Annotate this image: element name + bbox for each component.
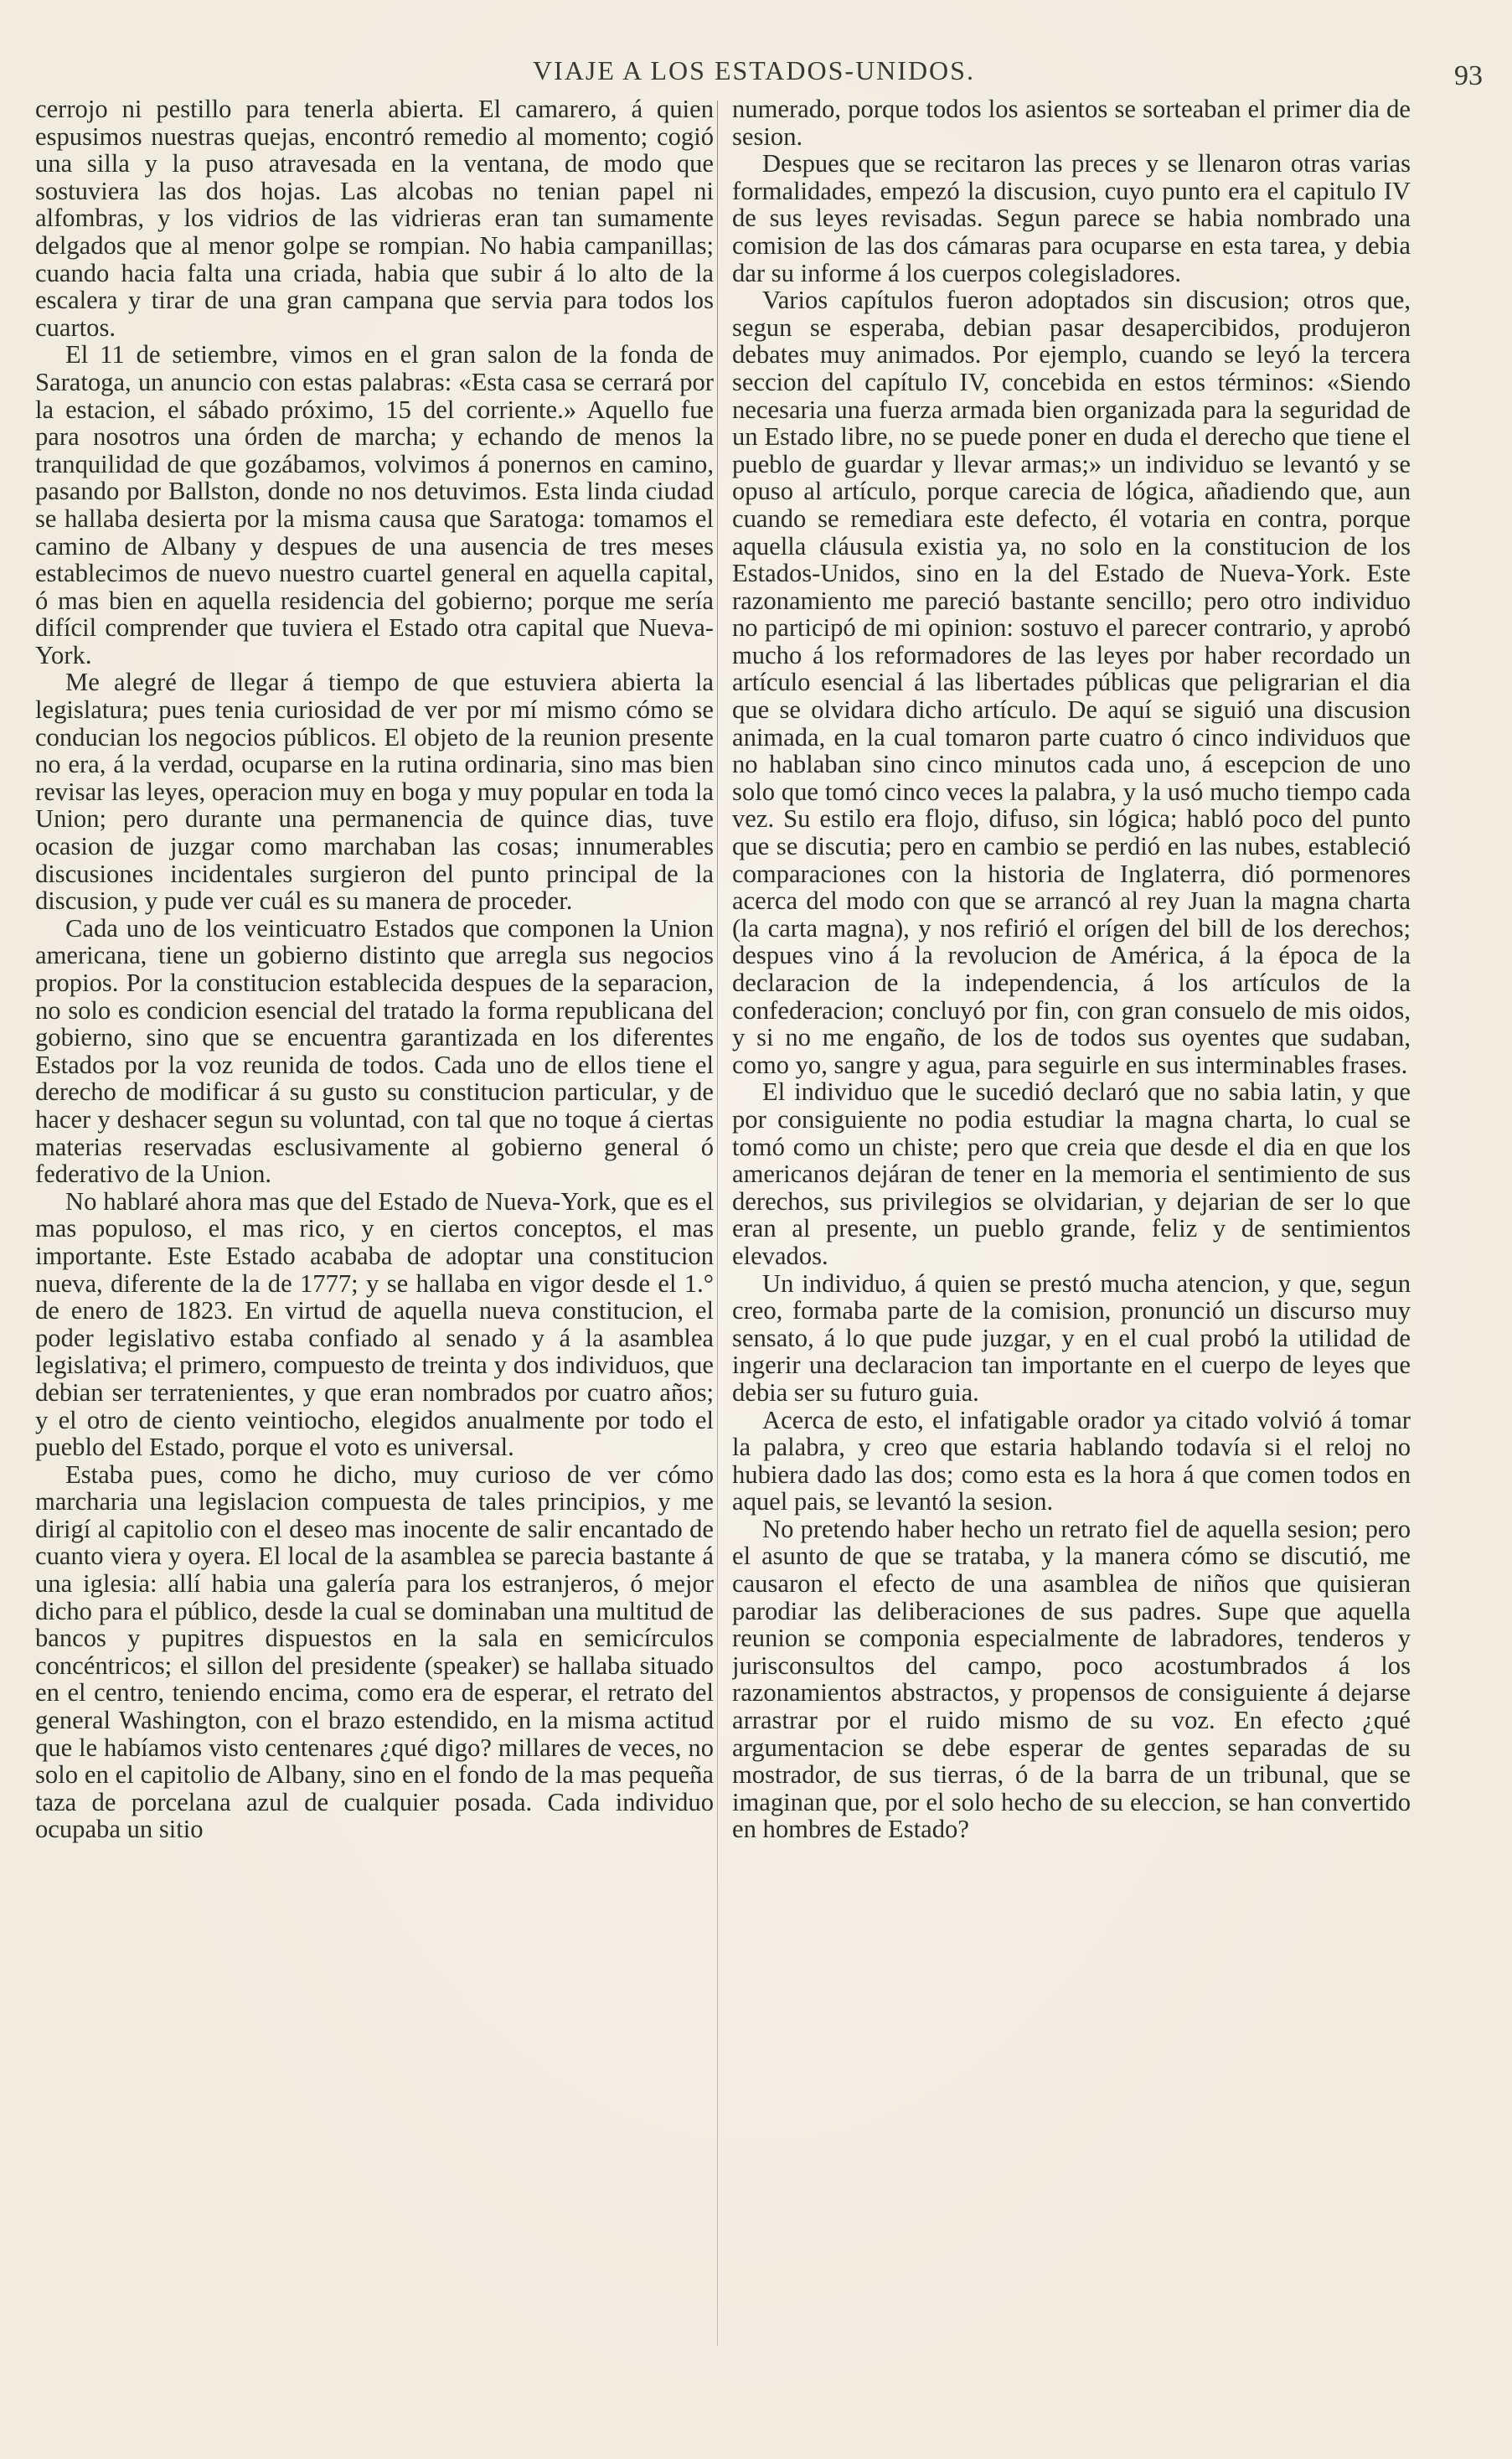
column-divider bbox=[717, 101, 718, 2346]
page-number: 93 bbox=[1454, 60, 1483, 91]
paragraph: Despues que se recitaron las preces y se llenaron otras varias formalidades, empezó la discusion, cuyo punto era el capitulo IV de sus leyes revisadas. Segun parece se habia nombrado una comision de las dos cámaras para ocuparse en esta tarea, y debia dar su informe á los cuerpos colegisladores. bbox=[732, 149, 1411, 287]
paragraph: Un individuo, á quien se prestó mucha atencion, y que, segun creo, formaba parte de la comision, pronunció un discurso muy sensato, á lo que pude juzgar, y en el cual probó la utilidad de ingerir una declaracion tan importante en el cuerpo de leyes que debia ser su futuro guia. bbox=[732, 1268, 1411, 1407]
paragraph: numerado, porque todos los asientos se sorteaban el primer dia de sesion. bbox=[732, 96, 1411, 151]
right-column bbox=[732, 96, 1411, 2358]
left-column bbox=[35, 96, 714, 2358]
paragraph: Acerca de esto, el infatigable orador ya citado volvió á tomar la palabra, y creo que estaria hablando todavía si el reloj no hubiera dado las dos; como esta es la hora á que comen todos en aquel pais, se levantó la sesion. bbox=[732, 1405, 1411, 1516]
running-title: VIAJE A LOS ESTADOS-UNIDOS. bbox=[533, 55, 975, 85]
paragraph: Me alegré de llegar á tiempo de que estuviera abierta la legislatura; pues tenia curiosidad de ver por mí mismo cómo se conducian los negocios públicos. El objeto de la reunion presente no era, á la verdad, ocuparse en la rutina ordinaria, sino mas bien revisar las leyes, operacion muy en boga y muy popular en toda la Union; pero durante una permanencia de quince dias, tuve ocasion de juzgar como marchaban las cosas; innumerables discusiones incidentales surgieron del punto principal de la discusion, y pude ver cuál es su manera de proceder. bbox=[35, 668, 714, 916]
paragraph: No hablaré ahora mas que del Estado de Nueva-York, que es el mas populoso, el mas rico, y en ciertos conceptos, el mas importante. Este Estado acababa de adoptar una constitucion nueva, diferente de la de 1777; y se hallaba en vigor desde el 1.° de enero de 1823. En virtud de aquella nueva constitucion, el poder legislativo estaba confiado al senado y á la asamblea legislativa; el primero, compuesto de treinta y dos individuos, que debian ser terratenientes, y que eran nombrados por cuatro años; y el otro de ciento veintiocho, elegidos anualmente por todo el pueblo del Estado, porque el voto es universal. bbox=[35, 1186, 714, 1462]
paragraph: El individuo que le sucedió declaró que no sabia latin, y que por consiguiente no podia estudiar la magna charta, lo cual se tomó como un chiste; pero que creia que desde el dia en que los americanos dejáran de tener en la memoria el sentimiento de sus derechos, sus privilegios se olvidarian, y dejarian de ser lo que eran al presente, un pueblo grande, feliz y de sentimientos elevados. bbox=[732, 1077, 1411, 1270]
paragraph: No pretendo haber hecho un retrato fiel de aquella sesion; pero el asunto de que se trataba, y la manera cómo se discutió, me causaron el efecto de una asamblea de niños que quisieran parodiar las deliberaciones de sus padres. Supe que aquella reunion se componia especialmente de labradores, tenderos y jurisconsultos del campo, poco acostumbrados á los razonamientos abstractos, y propensos de consiguiente á dejarse arrastrar por el ruido mismo de su voz. En efecto ¿qué argumentacion se debe esperar de gentes separadas de su mostrador, de sus tierras, ó de la barra de un tribunal, que se imaginan que, por el solo hecho de su eleccion, se han convertido en hombres de Estado? bbox=[732, 1514, 1411, 1844]
paragraph: Varios capítulos fueron adoptados sin discusion; otros que, segun se esperaba, debian pasar desapercibidos, produjeron debates muy animados. Por ejemplo, cuando se leyó la tercera seccion del capítulo IV, concebida en estos términos: «Siendo necesaria una fuerza armada bien organizada para la seguridad de un Estado libre, no se puede poner en duda el derecho que tiene el pueblo de guardar y llevar armas;» un individuo se levantó y se opuso al artículo, porque carecia de lógica, añadiendo que, aun cuando se remediara este defecto, él votaria en contra, porque aquella cláusula existia ya, no solo en la constitucion de los Estados-Unidos, sino en la del Estado de Nueva-York. Este razonamiento me pareció bastante sencillo; pero otro individuo no participó de mi opinion: sostuvo el parecer contrario, y aprobó mucho á los reformadores de las leyes por haber recordado un artículo esencial á las libertades públicas que peligrarian el dia que se olvidara dicho artículo. De aquí se siguió una discusion animada, en la cual tomaron parte cuatro ó cinco individuos que no hablaban sino cinco minutos cada uno, á escepcion de uno solo que tomó cinco veces la palabra, y la usó mucho tiempo cada vez. Su estilo era flojo, difuso, sin lógica; habló poco del punto que se discutia; pero en cambio se perdió en las nubes, estableció comparaciones con la historia de Inglaterra, dió pormenores acerca del modo con que se arrancó al rey Juan la magna charta (la carta magna), y nos refirió el orígen del bill de los derechos; despues vino á la revolucion de América, á la época de la declaracion de la independencia, á los artículos de la confederacion; concluyó por fin, con gran consuelo de mis oidos, y si no me engaño, de los de todos sus oyentes que sudaban, como yo, sangre y agua, para seguirle en sus interminables frases. bbox=[732, 286, 1411, 1079]
paragraph: El 11 de setiembre, vimos en el gran salon de la fonda de Saratoga, un anuncio con estas palabras: «Esta casa se cerrará por la estacion, el sábado próximo, 15 del corriente.» Aquello fue para nosotros una órden de marcha; y echando de menos la tranquilidad de que gozábamos, volvimos á ponernos en camino, pasando por Ballston, donde no nos detuvimos. Esta linda ciudad se hallaba desierta por la misma causa que Saratoga: tomamos el camino de Albany y despues de una ausencia de tres meses establecimos de nuevo nuestro cuartel general en aquella capital, ó mas bien en aquella residencia del gobierno; porque me sería difícil comprender que tuviera el Estado otra capital que Nueva-York. bbox=[35, 340, 714, 669]
paragraph: Cada uno de los veinticuatro Estados que componen la Union americana, tiene un gobierno distinto que arregla sus negocios propios. Por la constitucion establecida despues de la separacion, no solo es condicion esencial del tratado la forma republicana del gobierno, sino que se encuentra garantizada en los diferentes Estados por la voz reunida de todos. Cada uno de ellos tiene el derecho de modificar á su gusto su constitucion particular, y de hacer y deshacer segun su voluntad, con tal que no toque á ciertas materias reservadas esclusivamente al gobierno general ó federativo de la Union. bbox=[35, 913, 714, 1189]
running-header bbox=[25, 55, 1483, 92]
paragraph: cerrojo ni pestillo para tenerla abierta. El camarero, á quien espusimos nuestras quejas, encontró remedio al momento; cogió una silla y la puso atravesada en la ventana, de modo que sostuviera las dos hojas. Las alcobas no tenian papel ni alfombras, y los vidrios de las vidrieras eran tan sumamente delgados que al menor golpe se rompian. No habia campanillas; cuando hacia falta una criada, habia que subir á lo alto de la escalera y tirar de una gran campana que servia para todos los cuartos. bbox=[35, 96, 714, 342]
paragraph: Estaba pues, como he dicho, muy curioso de ver cómo marcharia una legislacion compuesta de tales principios, y me dirigí al capitolio con el deseo mas inocente de salir encantado de cuanto viera y oyera. El local de la asamblea se parecia bastante á una iglesia: allí habia una galería para los estranjeros, ó mejor dicho para el público, desde la cual se dominaban una multitud de bancos y pupitres dispuestos en la sala en semicírculos concéntricos; el sillon del presidente (speaker) se hallaba situado en el centro, teniendo encima, como era de esperar, el retrato del general Washington, con el brazo estendido, en la misma actitud que le habíamos visto centenares ¿qué digo? millares de veces, no solo en el capitolio de Albany, sino en el fondo de la mas pequeña taza de porcelana azul de cualquier posada. Cada individuo ocupaba un sitio bbox=[35, 1459, 714, 1844]
